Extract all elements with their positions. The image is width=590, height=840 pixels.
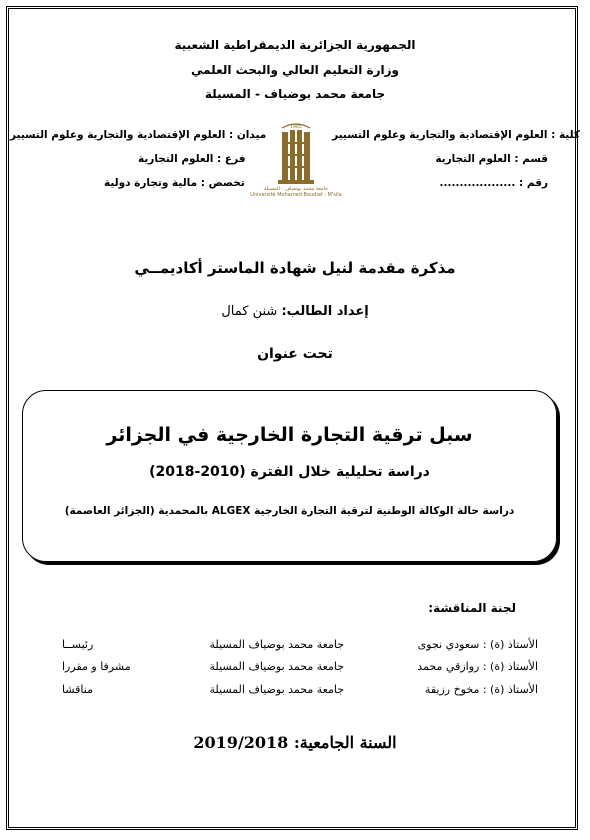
specialty-line: تخصص : مالية وتجارة دولية bbox=[104, 177, 245, 189]
prepared-by bbox=[0, 304, 590, 319]
jury-row bbox=[0, 683, 590, 701]
academic-year-label: السنة الجامعية: bbox=[293, 733, 397, 752]
student-name: شنن كمال bbox=[221, 304, 278, 319]
university-header: جامعة محمد بوضياف - المسيلة bbox=[204, 87, 386, 101]
thesis-subtitle: دراسة تحليلية خلال الفترة (2010-2018) bbox=[149, 464, 430, 480]
memo-title: مذكرة مقدمة لنيل شهادة الماستر أكاديمــي bbox=[134, 259, 456, 277]
ministry-header: وزارة التعليم العالي والبحث العلمي bbox=[190, 63, 400, 77]
academic-year-value: 2019/2018 bbox=[193, 733, 289, 752]
jury-title: لجنة المناقشة: bbox=[428, 601, 516, 615]
jury-member-university: جامعة محمد بوضياف المسيلة bbox=[209, 638, 344, 651]
logo-caption-fr: Université Mohamed Boudiaf - M'sila bbox=[250, 192, 342, 198]
field-line: ميدان : العلوم الإقتصادية والتجارية وعلوم التسيير bbox=[10, 129, 267, 141]
jury-member-name: الأستاذ (ة) : مخوخ رزيقة bbox=[424, 683, 538, 696]
jury-row bbox=[0, 660, 590, 678]
jury-member-name: الأستاذ (ة) : سعودي نجوى bbox=[417, 638, 538, 651]
jury-row bbox=[0, 638, 590, 656]
jury-member-role: مشرفا و مقررا bbox=[62, 660, 131, 673]
republic-header: الجمهورية الجزائرية الديمقراطية الشعبية bbox=[174, 38, 416, 52]
logo-caption-ar: جامعة محمد بوضياف - المسيلة bbox=[263, 186, 329, 192]
jury-member-university: جامعة محمد بوضياف المسيلة bbox=[209, 660, 344, 673]
branch-line: فرع : العلوم التجارية bbox=[138, 153, 246, 165]
logo-caption bbox=[248, 186, 344, 198]
academic-year bbox=[0, 733, 590, 752]
jury-member-role: مناقشا bbox=[62, 683, 93, 696]
thesis-case-study: دراسة حالة الوكالة الوطنية لترقية التجارة الخارجية ALGEX بالمحمدية (الجزائر العاصمة) bbox=[64, 505, 515, 517]
thesis-title: سبل ترقية التجارة الخارجية في الجزائر bbox=[106, 424, 473, 446]
number-line: رقم : ................... bbox=[439, 177, 548, 189]
logo-year: 1985 bbox=[290, 125, 302, 130]
jury-member-name: الأستاذ (ة) : روازقي محمد bbox=[417, 660, 538, 673]
department-line: قسم : العلوم التجارية bbox=[435, 153, 548, 165]
jury-member-role: رئيســا bbox=[62, 638, 94, 651]
under-title: تحت عنوان bbox=[257, 346, 333, 362]
prepared-label: إعداد الطالب: bbox=[281, 304, 369, 319]
jury-member-university: جامعة محمد بوضياف المسيلة bbox=[209, 683, 344, 696]
faculty-line: كلية : العلوم الإقتصادية والتجارية وعلوم التسيير bbox=[332, 129, 580, 141]
